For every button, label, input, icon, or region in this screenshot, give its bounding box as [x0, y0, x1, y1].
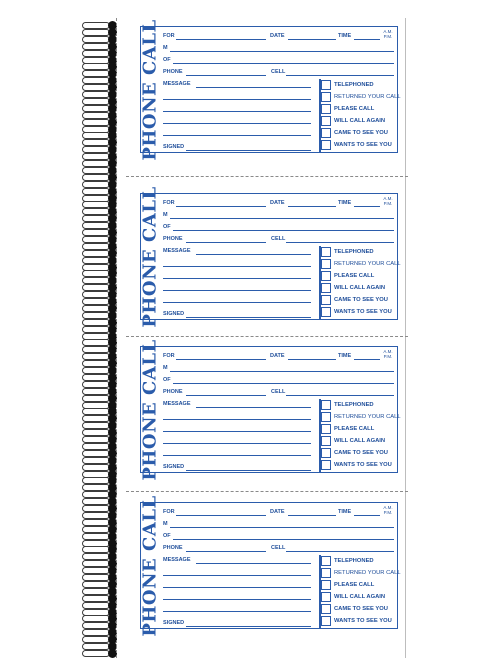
for-label: FOR [163, 33, 175, 39]
option-returned-your-call: RETURNED YOUR CALL [334, 94, 401, 100]
checkbox-will-call-again[interactable] [321, 592, 331, 602]
checkbox-telephoned[interactable] [321, 400, 331, 410]
cell-field[interactable] [286, 395, 394, 396]
form-title: PHONE CALL [139, 186, 161, 328]
of-label: OF [163, 224, 171, 230]
cell-field[interactable] [286, 551, 394, 552]
am-pm-marker [382, 29, 394, 39]
time-field[interactable] [354, 39, 380, 40]
am-pm-marker [382, 505, 394, 515]
checkbox-wants-to-see-you[interactable] [321, 460, 331, 470]
checkbox-please-call[interactable] [321, 424, 331, 434]
time-label: TIME [338, 509, 352, 515]
date-field[interactable] [288, 206, 336, 207]
checkbox-will-call-again[interactable] [321, 283, 331, 293]
checkbox-came-to-see-you[interactable] [321, 128, 331, 138]
date-label: DATE [270, 200, 285, 206]
message-line[interactable] [163, 431, 311, 432]
checkbox-returned-your-call[interactable] [321, 259, 331, 269]
option-returned-your-call: RETURNED YOUR CALL [334, 261, 401, 267]
message-line[interactable] [163, 278, 311, 279]
option-came-to-see-you: CAME TO SEE YOU [334, 606, 388, 612]
for-field[interactable] [176, 359, 266, 360]
am-pm-marker [382, 196, 394, 206]
for-label: FOR [163, 200, 175, 206]
message-line[interactable] [163, 111, 311, 112]
signed-label: SIGNED [163, 620, 185, 626]
pm-label: P.M. [383, 510, 393, 515]
m-field[interactable] [170, 51, 394, 52]
message-line[interactable] [163, 575, 311, 576]
message-label: MESSAGE [163, 81, 191, 87]
cell-label: CELL [271, 545, 286, 551]
pm-label: P.M. [383, 354, 393, 359]
option-please-call: PLEASE CALL [334, 426, 375, 432]
message-line[interactable] [163, 266, 311, 267]
checkbox-will-call-again[interactable] [321, 436, 331, 446]
signed-field[interactable] [186, 150, 311, 151]
option-will-call-again: WILL CALL AGAIN [334, 594, 386, 600]
for-field[interactable] [176, 206, 266, 207]
message-line[interactable] [196, 254, 311, 255]
phone-call-form [139, 19, 401, 161]
option-wants-to-see-you: WANTS TO SEE YOU [334, 462, 392, 468]
for-field[interactable] [176, 515, 266, 516]
checkbox-telephoned[interactable] [321, 556, 331, 566]
message-line[interactable] [163, 611, 311, 612]
form-title: PHONE CALL [139, 19, 161, 161]
cell-field[interactable] [286, 242, 394, 243]
message-line[interactable] [163, 455, 311, 456]
for-field[interactable] [176, 39, 266, 40]
option-came-to-see-you: CAME TO SEE YOU [334, 450, 388, 456]
option-will-call-again: WILL CALL AGAIN [334, 438, 386, 444]
coil-wire [82, 650, 110, 657]
signed-label: SIGNED [163, 464, 185, 470]
option-will-call-again: WILL CALL AGAIN [334, 285, 386, 291]
perforation-line [126, 336, 408, 337]
of-field[interactable] [173, 63, 394, 64]
date-field[interactable] [288, 39, 336, 40]
phone-field[interactable] [186, 75, 266, 76]
time-field[interactable] [354, 515, 380, 516]
message-line[interactable] [163, 123, 311, 124]
signed-field[interactable] [186, 317, 311, 318]
checkbox-returned-your-call[interactable] [321, 412, 331, 422]
phone-call-form [139, 495, 401, 637]
message-label: MESSAGE [163, 401, 191, 407]
pm-label: P.M. [383, 34, 393, 39]
checkbox-came-to-see-you[interactable] [321, 295, 331, 305]
option-wants-to-see-you: WANTS TO SEE YOU [334, 618, 392, 624]
time-label: TIME [338, 33, 352, 39]
checkbox-telephoned[interactable] [321, 80, 331, 90]
date-field[interactable] [288, 515, 336, 516]
phone-call-form [139, 186, 401, 328]
checkbox-please-call[interactable] [321, 580, 331, 590]
time-label: TIME [338, 200, 352, 206]
phone-label: PHONE [163, 389, 183, 395]
pm-label: P.M. [383, 201, 393, 206]
form-title-band [139, 495, 161, 637]
date-field[interactable] [288, 359, 336, 360]
checkbox-wants-to-see-you[interactable] [321, 140, 331, 150]
option-wants-to-see-you: WANTS TO SEE YOU [334, 309, 392, 315]
of-field[interactable] [173, 383, 394, 384]
message-line[interactable] [163, 419, 311, 420]
phone-call-form [139, 339, 401, 481]
for-label: FOR [163, 509, 175, 515]
form-title-band [139, 186, 161, 328]
time-label: TIME [338, 353, 352, 359]
phone-field[interactable] [186, 242, 266, 243]
message-line[interactable] [196, 407, 311, 408]
message-line[interactable] [163, 587, 311, 588]
cell-label: CELL [271, 69, 286, 75]
checkbox-wants-to-see-you[interactable] [321, 616, 331, 626]
message-line[interactable] [196, 87, 311, 88]
option-telephoned: TELEPHONED [334, 402, 374, 408]
of-label: OF [163, 533, 171, 539]
option-please-call: PLEASE CALL [334, 273, 375, 279]
date-label: DATE [270, 353, 285, 359]
date-label: DATE [270, 509, 285, 515]
m-field[interactable] [170, 218, 394, 219]
time-field[interactable] [354, 359, 380, 360]
checkbox-will-call-again[interactable] [321, 116, 331, 126]
checkbox-returned-your-call[interactable] [321, 92, 331, 102]
perforation-line [126, 491, 408, 492]
date-label: DATE [270, 33, 285, 39]
phone-field[interactable] [186, 395, 266, 396]
am-label: A.M. [383, 196, 393, 201]
m-label: M [163, 521, 168, 527]
signed-field[interactable] [186, 470, 311, 471]
phone-label: PHONE [163, 545, 183, 551]
option-came-to-see-you: CAME TO SEE YOU [334, 297, 388, 303]
for-label: FOR [163, 353, 175, 359]
of-field[interactable] [173, 230, 394, 231]
message-line[interactable] [163, 135, 311, 136]
cell-label: CELL [271, 389, 286, 395]
signed-field[interactable] [186, 626, 311, 627]
phone-label: PHONE [163, 236, 183, 242]
checkbox-came-to-see-you[interactable] [321, 604, 331, 614]
option-please-call: PLEASE CALL [334, 106, 375, 112]
option-will-call-again: WILL CALL AGAIN [334, 118, 386, 124]
message-line[interactable] [163, 99, 311, 100]
message-label: MESSAGE [163, 557, 191, 563]
form-title: PHONE CALL [139, 495, 161, 637]
phone-label: PHONE [163, 69, 183, 75]
message-line[interactable] [196, 563, 311, 564]
perforation-line [126, 176, 408, 177]
message-line[interactable] [163, 302, 311, 303]
am-label: A.M. [383, 505, 393, 510]
option-came-to-see-you: CAME TO SEE YOU [334, 130, 388, 136]
cell-field[interactable] [286, 75, 394, 76]
option-please-call: PLEASE CALL [334, 582, 375, 588]
option-telephoned: TELEPHONED [334, 249, 374, 255]
m-field[interactable] [170, 371, 394, 372]
message-line[interactable] [163, 443, 311, 444]
checkbox-came-to-see-you[interactable] [321, 448, 331, 458]
option-returned-your-call: RETURNED YOUR CALL [334, 570, 401, 576]
m-label: M [163, 45, 168, 51]
signed-label: SIGNED [163, 311, 185, 317]
m-field[interactable] [170, 527, 394, 528]
checkbox-wants-to-see-you[interactable] [321, 307, 331, 317]
of-label: OF [163, 377, 171, 383]
time-field[interactable] [354, 206, 380, 207]
am-pm-marker [382, 349, 394, 359]
checkbox-telephoned[interactable] [321, 247, 331, 257]
signed-label: SIGNED [163, 144, 185, 150]
m-label: M [163, 365, 168, 371]
am-label: A.M. [383, 29, 393, 34]
option-returned-your-call: RETURNED YOUR CALL [334, 414, 401, 420]
form-title-band [139, 19, 161, 161]
am-label: A.M. [383, 349, 393, 354]
checkbox-please-call[interactable] [321, 104, 331, 114]
message-line[interactable] [163, 599, 311, 600]
message-label: MESSAGE [163, 248, 191, 254]
option-wants-to-see-you: WANTS TO SEE YOU [334, 142, 392, 148]
form-title: PHONE CALL [139, 339, 161, 481]
cell-label: CELL [271, 236, 286, 242]
checkbox-please-call[interactable] [321, 271, 331, 281]
option-telephoned: TELEPHONED [334, 82, 374, 88]
m-label: M [163, 212, 168, 218]
of-field[interactable] [173, 539, 394, 540]
form-title-band [139, 339, 161, 481]
checkbox-returned-your-call[interactable] [321, 568, 331, 578]
phone-field[interactable] [186, 551, 266, 552]
option-telephoned: TELEPHONED [334, 558, 374, 564]
message-line[interactable] [163, 290, 311, 291]
of-label: OF [163, 57, 171, 63]
